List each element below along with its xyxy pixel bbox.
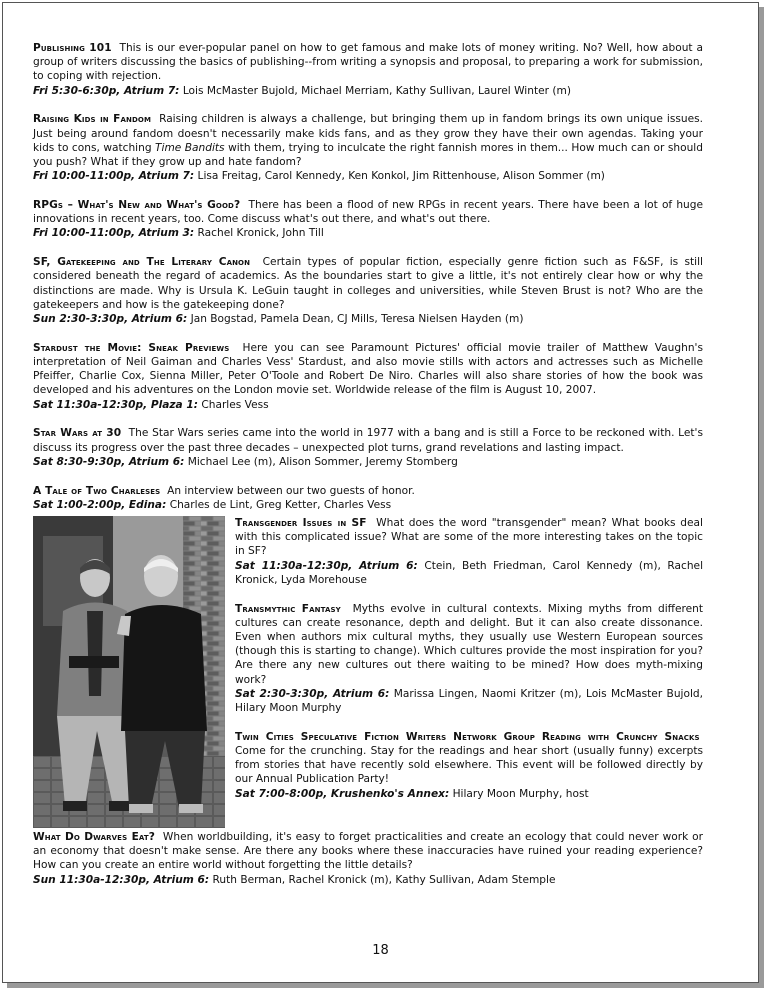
program-entry: [33, 484, 703, 512]
program-content: [33, 41, 703, 901]
entry-title: Transgender Issues in SF: [235, 517, 367, 530]
entry-description: with them, trying to inculcate the right fannish mores in them... How much can or should you push? What if they grow up and hate fandom?: [33, 141, 703, 169]
entry-time: Sat 2:30-3:30p, Atrium 6:: [235, 687, 390, 700]
entry-title: Stardust the Movie: Sneak Previews: [33, 341, 230, 354]
guests-of-honor-photo: [33, 516, 225, 828]
entry-description-italic: Time Bandits: [155, 141, 225, 154]
entry-time: Sat 1:00-2:00p, Edina:: [33, 498, 167, 511]
entry-time: Sun 2:30-3:30p, Atrium 6:: [33, 313, 188, 326]
entry-title: A Tale of Two Charleses: [33, 484, 161, 497]
entry-panelists: Charles Vess: [201, 398, 269, 411]
right-column-entries: [235, 516, 703, 805]
program-entry: [33, 255, 703, 326]
entry-title: SF, Gatekeeping and The Literary Canon: [33, 256, 251, 269]
entry-time: Sat 8:30-9:30p, Atrium 6:: [33, 455, 185, 468]
program-entry: [33, 341, 703, 412]
entry-title: Publishing 101: [33, 42, 112, 54]
entry-time: Sat 11:30a-12:30p, Atrium 6:: [235, 559, 418, 572]
program-entry: [33, 426, 703, 469]
entry-time: Sun 11:30a-12:30p, Atrium 6:: [33, 873, 210, 886]
program-entry: [235, 602, 703, 716]
entry-time: Sat 11:30a-12:30p, Plaza 1:: [33, 398, 198, 411]
entry-panelists: Hilary Moon Murphy, host: [452, 787, 589, 800]
entry-panelists: Charles de Lint, Greg Ketter, Charles Vess: [169, 498, 392, 511]
entry-description: An interview between our two guests of honor.: [167, 484, 415, 497]
entry-description: Come for the crunching. Stay for the readings and hear short (usually funny) excerpts from stories that have recently sold elsewhere. This event will be followed directly by our Annual Publication Party!: [235, 745, 703, 786]
entry-panelists: Lisa Freitag, Carol Kennedy, Ken Konkol, Jim Rittenhouse, Alison Sommer (m): [197, 170, 605, 183]
entry-panelists: Michael Lee (m), Alison Sommer, Jeremy Stomberg: [187, 455, 458, 468]
entry-description: The Star Wars series came into the world in 1977 with a bang and is still a Force to be reckoned with. Let's discuss its progress over the past three decades – unexpected plot turns, grand revelations and lasting impact.: [33, 427, 703, 454]
entry-title: Twin Cities Speculative Fiction Writers Network Group Reading with Crunchy Snacks: [235, 730, 700, 743]
entry-panelists: Rachel Kronick, John Till: [197, 227, 324, 240]
entry-panelists: Marissa Lingen, Naomi Kritzer (m), Lois McMaster Bujold, Hilary Moon Murphy: [235, 687, 703, 715]
entry-title: Transmythic Fantasy: [235, 602, 341, 615]
page-number: 18: [372, 943, 389, 958]
entry-panelists: Jan Bogstad, Pamela Dean, CJ Mills, Teresa Nielsen Hayden (m): [190, 313, 524, 326]
entry-description: Here you can see Paramount Pictures' official movie trailer of Matthew Vaughn's interpretation of Neil Gaiman and Charles Vess' Stardust, and also movie stills with actors and actresses such as Michelle Pfeiffer, Charlie Cox, Sienna Miller, Peter O'Toole and Robert De Niro. Charles will also share stories of how the book was developed and his adventures on the London movie set. Worldwide release of the film is August 10, 2007.: [33, 341, 703, 397]
program-entry: [33, 198, 703, 241]
entry-time: Fri 10:00-11:00p, Atrium 3:: [33, 227, 195, 240]
entry-description: Raising children is always a challenge, but bringing them up in fandom brings its own unique issues. Just being around fandom doesn't necessarily make kids fans, and as they grow they have their own agendas. Taking your kids to cons, watching: [33, 113, 703, 154]
entry-description: When worldbuilding, it's easy to forget practicalities and create an ecology that could never work or an economy that doesn't make sense. Are there any books where these inaccuracies have ruined your reading experience? How can you create an entire world without forgetting the little details?: [33, 831, 703, 872]
program-entry: [33, 830, 703, 887]
photo-and-entries: [33, 516, 703, 830]
entry-title: Star Wars at 30: [33, 427, 122, 440]
program-entry: [235, 516, 703, 587]
program-page: [2, 2, 759, 983]
entry-description: Myths evolve in cultural contexts. Mixing myths from different cultures can create resonance, depth and delight. But it can also create dissonance. Even when authors mix cultural myths, they usually use Western European sources (though this is starting to change). Which cultures provide the most inspiration for you? Are there any new cultures out there waiting to be mined? How does myth-mixing work?: [235, 602, 703, 686]
program-entry: [235, 730, 703, 801]
entry-time: Fri 5:30-6:30p, Atrium 7:: [33, 84, 180, 97]
program-entry: [33, 112, 703, 183]
entry-time: Fri 10:00-11:00p, Atrium 7:: [33, 170, 195, 183]
entry-time: Sat 7:00-8:00p, Krushenko's Annex:: [235, 787, 450, 800]
program-entry: [33, 41, 703, 98]
entry-panelists: Lois McMaster Bujold, Michael Merriam, Kathy Sullivan, Laurel Winter (m): [182, 84, 571, 97]
entry-description: What does the word "transgender" mean? What books deal with this complicated issue? What are some of the more interesting takes on the topic in SF?: [235, 517, 703, 558]
entry-panelists: Ruth Berman, Rachel Kronick (m), Kathy Sullivan, Adam Stemple: [212, 873, 556, 886]
entry-description: This is our ever-popular panel on how to get famous and make lots of money writing. No? Well, how about a group of writers discussing the basics of publishing--from writing a synopsis and proposal, to preparing a work for submission, to coping with rejection.: [33, 42, 703, 83]
entry-description: There has been a flood of new RPGs in recent years. There have been a lot of huge innovations in recent years, too. Come discuss what's out there, and what's out there.: [33, 199, 703, 226]
entry-title: RPGs – What's New and What's Good?: [33, 199, 241, 212]
entry-title: Raising Kids in Fandom: [33, 113, 152, 126]
entry-title: What Do Dwarves Eat?: [33, 831, 155, 844]
entry-panelists: Ctein, Beth Friedman, Carol Kennedy (m), Rachel Kronick, Lyda Morehouse: [235, 559, 703, 586]
entry-description: Certain types of popular fiction, especially genre fiction such as F&SF, is still considered beneath the regard of academics. As the boundaries start to give a little, it's not entirely clear how or why the distinctions are made. Why is Ursula K. LeGuin taught in colleges and universities, while Steven Brust is not? Who are the gatekeepers and how is the gatekeeping done?: [33, 256, 703, 311]
